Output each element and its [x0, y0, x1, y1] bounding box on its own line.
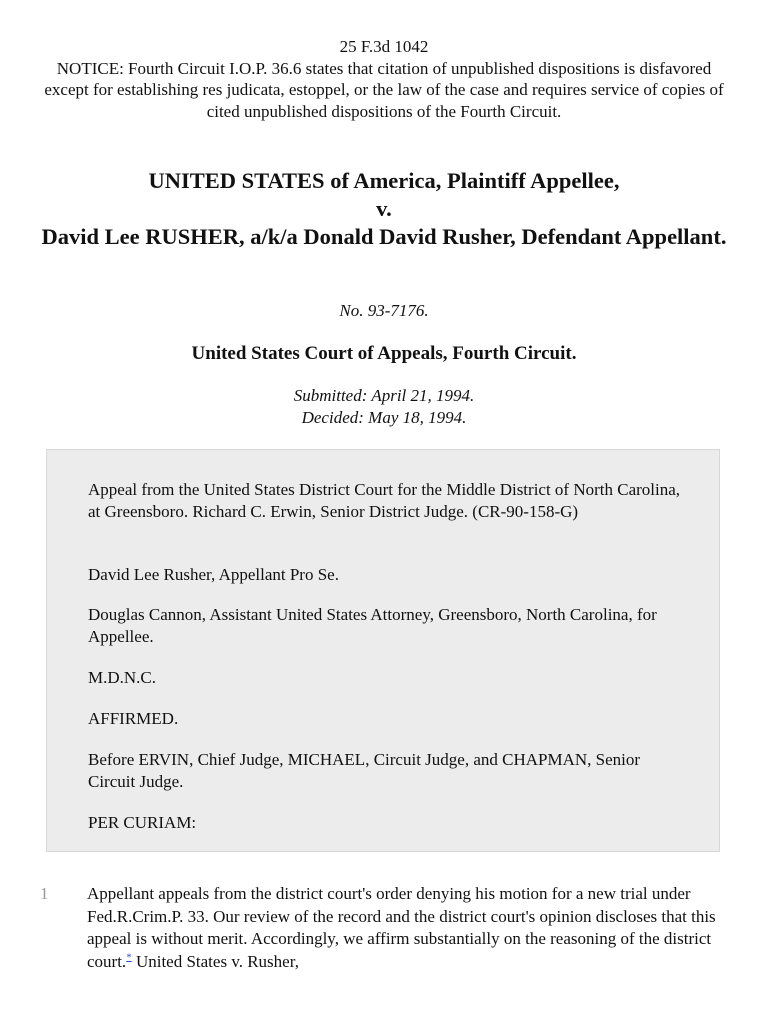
caption-versus: v.: [376, 196, 392, 221]
paragraph-number: 1: [40, 884, 49, 903]
footnote-link[interactable]: *: [126, 950, 132, 963]
court-name: United States Court of Appeals, Fourth Circuit.: [191, 343, 577, 364]
citation-notice: NOTICE: Fourth Circuit I.O.P. 36.6 states that citation of unpublished dispositions is disfavored except for establishing res judicata, estoppel, or the law of the case and requires service of copies of cited unpublished dispositions of the Fourth Circuit.: [44, 58, 724, 121]
paragraph-text: [87, 883, 717, 973]
submitted-date: Submitted: April 21, 1994.: [293, 386, 475, 405]
docket-number: No. 93-7176.: [339, 301, 429, 320]
caption-plaintiff: UNITED STATES of America, Plaintiff Appellee,: [148, 168, 620, 193]
paragraph-text-continued: United States v. Rusher,: [131, 951, 299, 971]
case-citation: 25 F.3d 1042: [339, 37, 429, 56]
decision-dates: [0, 385, 768, 429]
appellant-counsel: David Lee Rusher, Appellant Pro Se.: [88, 565, 339, 584]
document-header: [40, 36, 728, 122]
case-info-box: [46, 449, 720, 852]
appellee-counsel: Douglas Cannon, Assistant United States Attorney, Greensboro, North Carolina, for Appellee.: [88, 605, 657, 646]
per-curiam: PER CURIAM:: [88, 813, 197, 832]
caption-defendant: David Lee RUSHER, a/k/a Donald David Rusher, Defendant Appellant.: [41, 224, 727, 249]
case-caption: [30, 167, 738, 251]
disposition: AFFIRMED.: [88, 709, 179, 728]
decided-date: Decided: May 18, 1994.: [301, 408, 467, 427]
appeal-from-text: Appeal from the United States District Court for the Middle District of North Carolina, at Greensboro. Richard C. Erwin, Senior District Judge. (CR-90-158-G): [88, 480, 681, 521]
district-code: M.D.N.C.: [88, 668, 157, 687]
paragraph-text-main: Appellant appeals from the district court's order denying his motion for a new trial under Fed.R.Crim.P. 33. Our review of the record and the district court's opinion discloses that this appeal is without merit. Accordingly, we affirm substantially on the reasoning of the district court.: [87, 884, 716, 971]
judge-panel: Before ERVIN, Chief Judge, MICHAEL, Circuit Judge, and CHAPMAN, Senior Circuit Judge.: [88, 750, 641, 791]
